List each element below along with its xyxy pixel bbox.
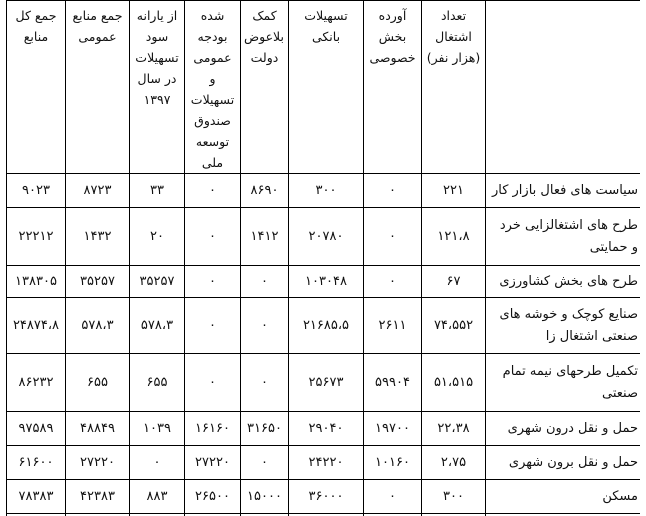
table-row	[7, 208, 641, 266]
resource-table	[6, 0, 640, 516]
header-private-contribution: آورده بخش خصوصی	[364, 1, 422, 174]
cell-grant: ۰	[241, 266, 289, 298]
cell-bank: ۳۰۰	[289, 174, 364, 208]
cell-grant: ۳۱۶۵۰	[241, 412, 289, 446]
cell-private: ۰	[364, 266, 422, 298]
cell-budget: ۰	[185, 266, 241, 298]
cell-bank: ۲۱۶۸۵،۵	[289, 298, 364, 354]
cell-grant: ۰	[241, 354, 289, 412]
cell-private: ۰	[364, 174, 422, 208]
cell-public-total: ۳۵۲۵۷	[66, 266, 130, 298]
cell-grant: ۸۶۹۰	[241, 174, 289, 208]
cell-grant: ۱۴۱۲	[241, 208, 289, 266]
cell-budget: ۰	[185, 208, 241, 266]
header-program	[486, 1, 641, 174]
cell-employment: ۲۲،۳۸	[422, 412, 486, 446]
header-row	[7, 1, 641, 174]
row-label: تکمیل طرحهای نیمه تمام صنعتی	[486, 354, 641, 412]
cell-grant: ۱۵۰۰۰	[241, 480, 289, 514]
cell-grand-total: ۷۸۳۸۳	[7, 480, 66, 514]
row-label: طرح های بخش کشاورزی	[486, 266, 641, 298]
header-public-total: جمع منابع عمومی	[66, 1, 130, 174]
header-budget-fund: شده بودجه عمومی و تسهیلات صندوق توسعه ملی	[185, 1, 241, 174]
cell-subsidy: ۲۰	[130, 208, 185, 266]
row-label: حمل و نقل برون شهری	[486, 446, 641, 480]
cell-subsidy: ۶۵۵	[130, 354, 185, 412]
cell-employment: ۶۷	[422, 266, 486, 298]
cell-bank: ۱۰۳۰۴۸	[289, 266, 364, 298]
cell-subsidy: ۳۳	[130, 174, 185, 208]
cell-bank: ۲۰۷۸۰	[289, 208, 364, 266]
cell-budget: ۰	[185, 354, 241, 412]
cell-private: ۵۹۹۰۴	[364, 354, 422, 412]
cell-bank: ۲۹۰۴۰	[289, 412, 364, 446]
cell-employment: ۲،۷۵	[422, 446, 486, 480]
cell-budget: ۰	[185, 174, 241, 208]
cell-public-total: ۱۴۳۲	[66, 208, 130, 266]
cell-grant: ۰	[241, 446, 289, 480]
cell-bank: ۳۶۰۰۰	[289, 480, 364, 514]
cell-private: ۱۰۱۶۰	[364, 446, 422, 480]
cell-private: ۰	[364, 480, 422, 514]
row-label: مسکن	[486, 480, 641, 514]
cell-public-total: ۲۷۲۲۰	[66, 446, 130, 480]
row-label: طرح های اشتغالزایی خرد و حمایتی	[486, 208, 641, 266]
cell-subsidy: ۳۵۲۵۷	[130, 266, 185, 298]
row-label: سیاست های فعال بازار کار	[486, 174, 641, 208]
cell-public-total: ۴۲۳۸۳	[66, 480, 130, 514]
cell-private: ۱۹۷۰۰	[364, 412, 422, 446]
cell-grand-total: ۸۶۲۳۲	[7, 354, 66, 412]
cell-subsidy: ۱۰۳۹	[130, 412, 185, 446]
header-interest-subsidy: از یارانه سود تسهیلات در سال ۱۳۹۷	[130, 1, 185, 174]
cell-budget: ۲۶۵۰۰	[185, 480, 241, 514]
table-row	[7, 446, 641, 480]
table-row	[7, 174, 641, 208]
table-row	[7, 354, 641, 412]
cell-employment: ۱۲۱،۸	[422, 208, 486, 266]
cell-grand-total: ۶۱۶۰۰	[7, 446, 66, 480]
cell-employment: ۵۱،۵۱۵	[422, 354, 486, 412]
cell-grand-total: ۱۳۸۳۰۵	[7, 266, 66, 298]
cell-grant: ۰	[241, 298, 289, 354]
cell-public-total: ۴۸۸۴۹	[66, 412, 130, 446]
table-row	[7, 412, 641, 446]
header-bank-facilities: تسهیلات بانکی	[289, 1, 364, 174]
table-row	[7, 266, 641, 298]
cell-employment: ۷۴،۵۵۲	[422, 298, 486, 354]
table-row	[7, 480, 641, 514]
cell-subsidy: ۵۷۸،۳	[130, 298, 185, 354]
cell-employment: ۳۰۰	[422, 480, 486, 514]
cell-grand-total: ۲۲۲۱۲	[7, 208, 66, 266]
cell-subsidy: ۸۸۳	[130, 480, 185, 514]
cell-bank: ۲۵۶۷۳	[289, 354, 364, 412]
cell-budget: ۲۷۲۲۰	[185, 446, 241, 480]
table-row	[7, 298, 641, 354]
cell-private: ۲۶۱۱	[364, 298, 422, 354]
cell-public-total: ۵۷۸،۳	[66, 298, 130, 354]
cell-private: ۰	[364, 208, 422, 266]
cell-grand-total: ۲۴۸۷۴،۸	[7, 298, 66, 354]
header-government-grant: کمک بلاعوض دولت	[241, 1, 289, 174]
cell-budget: ۱۶۱۶۰	[185, 412, 241, 446]
row-label: صنایع کوچک و خوشه های صنعتی اشتغال زا	[486, 298, 641, 354]
table-container	[6, 0, 640, 516]
cell-grand-total: ۹۷۵۸۹	[7, 412, 66, 446]
cell-public-total: ۸۷۲۳	[66, 174, 130, 208]
cell-subsidy: ۰	[130, 446, 185, 480]
cell-budget: ۰	[185, 298, 241, 354]
cell-public-total: ۶۵۵	[66, 354, 130, 412]
cell-employment: ۲۲۱	[422, 174, 486, 208]
cell-bank: ۲۴۲۲۰	[289, 446, 364, 480]
cell-grand-total: ۹۰۲۳	[7, 174, 66, 208]
header-grand-total: جمع کل منابع	[7, 1, 66, 174]
row-label: حمل و نقل درون شهری	[486, 412, 641, 446]
header-employment: تعداد اشتغال (هزار نفر)	[422, 1, 486, 174]
